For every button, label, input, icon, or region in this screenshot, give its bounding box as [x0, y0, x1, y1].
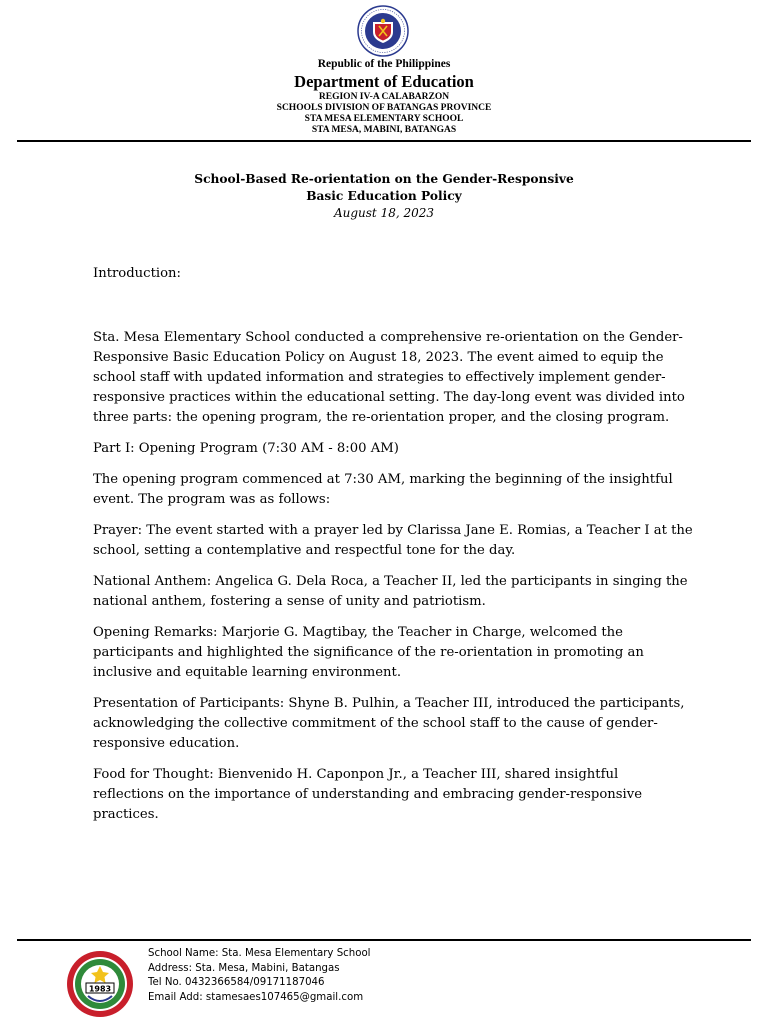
- footer-contact: [148, 947, 371, 1005]
- republic-label: Republic of the Philippines: [317, 58, 451, 70]
- footer-email: Email Add: stamesaes107465@gmail.com: [148, 991, 364, 1003]
- intro-label: Introduction:: [93, 266, 181, 281]
- paragraph-presentation: Presentation of Participants: Shyne B. Pulhin, a Teacher III, introduced the participants, acknowledging the collective commitment of the school staff to the cause of gender-responsive education.: [93, 696, 685, 751]
- document-title-line-2: Basic Education Policy: [306, 189, 462, 203]
- footer-school-name: School Name: Sta. Mesa Elementary School: [148, 948, 371, 959]
- footer-address: Address: Sta. Mesa, Mabini, Batangas: [148, 962, 340, 974]
- school-label: STA MESA ELEMENTARY SCHOOL: [304, 114, 464, 124]
- school-seal-year: 1983: [88, 984, 112, 994]
- paragraph-part-one-heading: Part I: Opening Program (7:30 AM - 8:00 AM): [93, 441, 399, 456]
- letterhead: [0, 57, 768, 136]
- header-divider: [17, 140, 751, 142]
- paragraph-prayer: Prayer: The event started with a prayer led by Clarissa Jane E. Romias, a Teacher I at the school, setting a contemplative and respectful tone for the day.: [93, 523, 693, 558]
- region-label: REGION IV-A CALABARZON: [318, 92, 450, 102]
- paragraph-national-anthem: National Anthem: Angelica G. Dela Roca, a Teacher II, led the participants in singing the national anthem, fostering a sense of unity and patriotism.: [93, 574, 688, 609]
- division-label: SCHOOLS DIVISION OF BATANGAS PROVINCE: [276, 103, 492, 113]
- deped-seal-icon: [357, 5, 409, 57]
- paragraph-opening-remarks: Opening Remarks: Marjorie G. Magtibay, the Teacher in Charge, welcomed the participants and highlighted the significance of the re-orientation in promoting an inclusive and equitable learning environment.: [93, 625, 644, 680]
- footer-divider: [17, 939, 751, 941]
- school-address-label: STA MESA, MABINI, BATANGAS: [311, 125, 457, 135]
- footer-telephone: Tel No. 0432366584/09171187046: [148, 977, 325, 988]
- paragraph-intro: Sta. Mesa Elementary School conducted a comprehensive re-orientation on the Gender-Responsive Basic Education Policy on August 18, 2023. The event aimed to equip the school staff with updated information and strategies to effectively implement gender-responsive practices within the educational setting. The day-long event was divided into three parts: the opening program, the re-orientation proper, and the closing program.: [93, 330, 685, 425]
- department-label: Department of Education: [294, 72, 474, 91]
- document-title-line-1: School-Based Re-orientation on the Gender-Responsive: [194, 172, 574, 186]
- document-date: August 18, 2023: [333, 206, 435, 220]
- paragraph-opening-program: The opening program commenced at 7:30 AM, marking the beginning of the insightful event. The program was as follows:: [93, 472, 673, 507]
- school-seal-icon: [66, 950, 134, 1018]
- document-body: [93, 264, 693, 825]
- document-title-block: [0, 171, 768, 221]
- paragraph-food-for-thought: Food for Thought: Bienvenido H. Caponpon Jr., a Teacher III, shared insightful reflections on the importance of understanding and embracing gender-responsive practices.: [93, 767, 642, 822]
